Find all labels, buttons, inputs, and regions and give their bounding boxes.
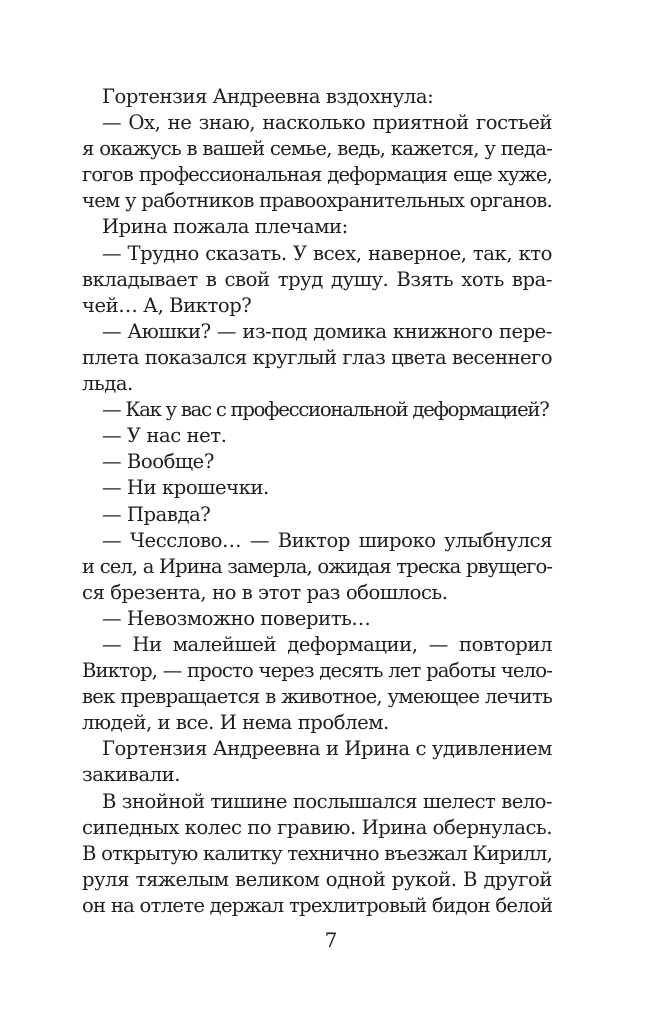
- text-line: век превращается в животное, умеющее лечить: [82, 685, 552, 709]
- text-line: — Ни малейшей деформации, — повторил: [102, 632, 552, 656]
- text-line: — Аюшки? — из-под домика книжного пере-: [102, 319, 552, 343]
- body-text: [82, 84, 552, 919]
- text-line: Гортензия Андреевна и Ирина с удивлением: [102, 737, 552, 761]
- text-line: — У нас нет.: [102, 424, 227, 448]
- text-line: Виктор, — просто через десять лет работы чело-: [82, 659, 552, 683]
- text-line: Гортензия Андреевна вздохнула:: [102, 85, 434, 108]
- text-line: сипедных колес по гравию. Ирина обернулась.: [82, 815, 552, 839]
- page-number: 7: [324, 928, 338, 952]
- text-line: — Ох, не знаю, насколько приятной гостьей: [102, 111, 552, 135]
- text-line: чем у работников правоохранительных органов.: [82, 189, 553, 213]
- text-line: Ирина пожала плечами:: [102, 215, 348, 239]
- text-line: — Правда?: [102, 502, 211, 526]
- text-line: В знойной тишине послышался шелест вело-: [102, 789, 552, 813]
- text-line: я окажусь в вашей семье, ведь, кажется, у педа-: [82, 137, 552, 161]
- text-line: чей… А, Виктор?: [82, 293, 252, 317]
- text-line: ся брезента, но в этот раз обошлось.: [82, 580, 448, 604]
- text-line: руля тяжелым великом одной рукой. В другой: [82, 867, 552, 891]
- text-line: В открытую калитку технично въезжал Кирилл,: [82, 841, 553, 865]
- text-line: плета показался круглый глаз цвета весеннего: [82, 345, 552, 369]
- text-line: закивали.: [82, 763, 181, 787]
- text-line: вкладывает в свой труд душу. Взять хоть вра-: [82, 267, 552, 291]
- text-line: — Ни крошечки.: [102, 476, 269, 500]
- text-line: гогов профессиональная деформация еще хуже,: [82, 163, 552, 187]
- text-line: льда.: [82, 372, 133, 396]
- text-line: и сел, а Ирина замерла, ожидая треска рвущего-: [82, 554, 552, 578]
- text-line: людей, и все. И нема проблем.: [82, 711, 389, 735]
- text-line: — Вообще?: [102, 450, 214, 474]
- text-line: он на отлете держал трехлитровый бидон белой: [82, 893, 553, 917]
- text-line: — Как у вас с профессиональной деформацией?: [102, 398, 549, 422]
- text-line: — Трудно сказать. У всех, наверное, так, кто: [102, 241, 552, 265]
- text-line: — Чесслово… — Виктор широко улыбнулся: [102, 528, 552, 552]
- text-line: — Невозможно поверить…: [102, 606, 371, 630]
